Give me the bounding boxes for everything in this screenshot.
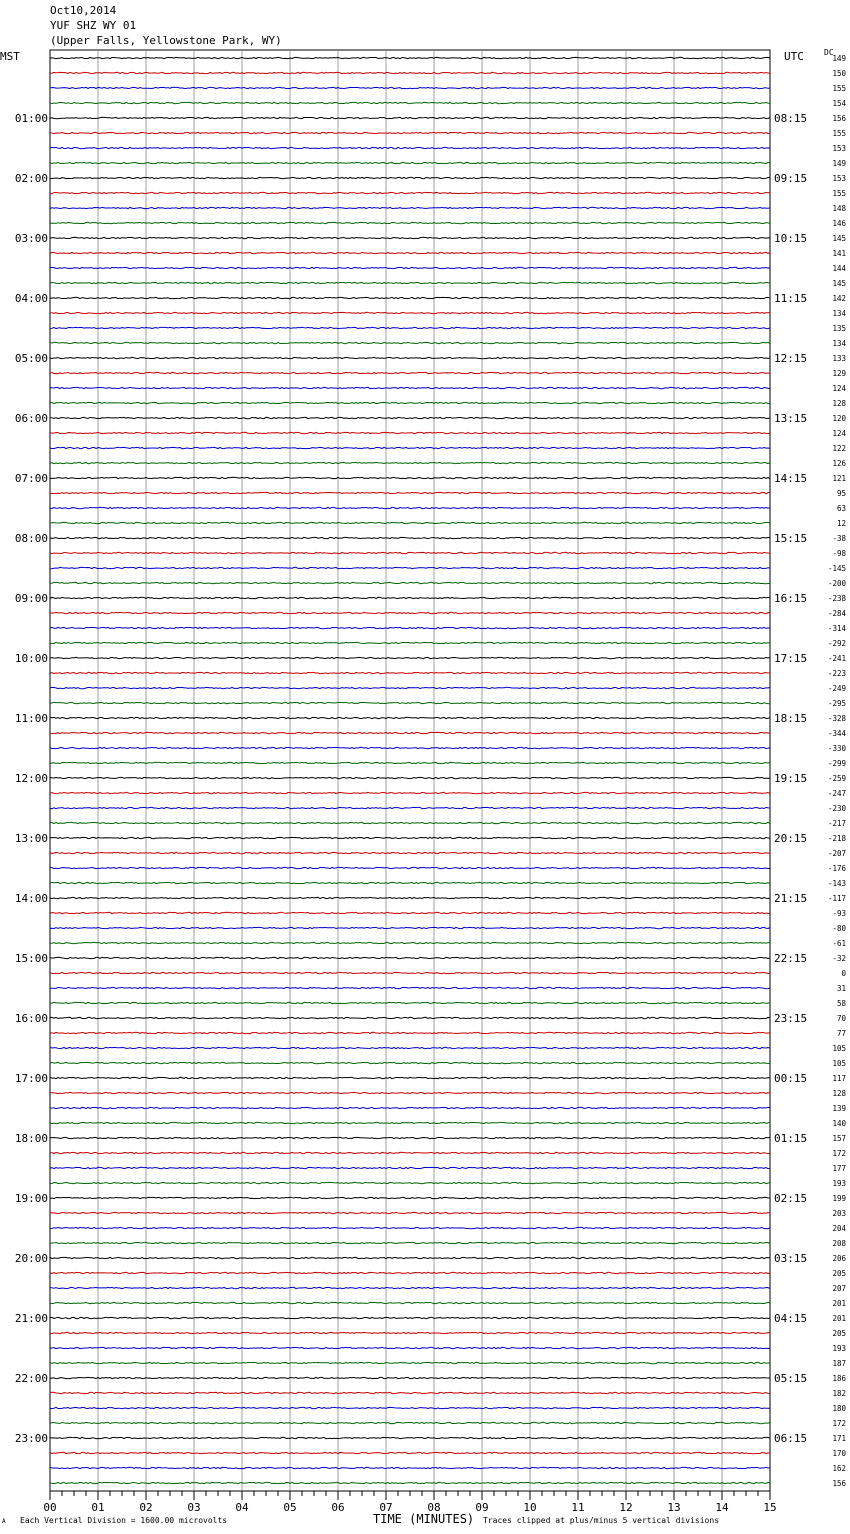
station-label: YUF SHZ WY 01	[50, 19, 137, 32]
mst-hour-label: 12:00	[14, 772, 48, 785]
mst-hour-label: 19:00	[14, 1192, 48, 1205]
corner-mark: A	[2, 1518, 6, 1525]
seismic-trace	[50, 612, 770, 613]
scale-note: Each Vertical Division = 1600.00 microvolts	[20, 1516, 228, 1525]
seismic-trace	[50, 732, 770, 733]
dc-offset-label: 124	[832, 384, 846, 393]
seismic-trace	[50, 372, 770, 373]
seismic-trace	[50, 267, 770, 268]
seismic-trace	[50, 582, 770, 583]
seismic-trace	[50, 867, 770, 868]
dc-offset-label: 120	[832, 414, 846, 423]
seismic-trace	[50, 1332, 770, 1333]
seismic-trace	[50, 162, 770, 163]
mst-hour-label: 16:00	[14, 1012, 48, 1025]
date-label: Oct10,2014	[50, 4, 117, 17]
x-tick-label: 10	[523, 1501, 537, 1514]
seismic-trace	[50, 1047, 770, 1048]
dc-offset-label: -230	[827, 804, 846, 813]
seismic-trace	[50, 852, 770, 853]
utc-hour-label: 17:15	[774, 652, 808, 665]
seismic-trace	[50, 747, 770, 748]
dc-offset-label: -32	[832, 954, 846, 963]
seismic-trace	[50, 717, 770, 718]
seismic-trace	[50, 1152, 770, 1153]
mst-hour-label: 07:00	[14, 472, 48, 485]
dc-offset-label: -330	[827, 744, 846, 753]
seismic-trace	[50, 1467, 770, 1468]
dc-offset-label: 154	[832, 99, 846, 108]
dc-offset-label: 187	[832, 1359, 846, 1368]
dc-offset-label: -247	[827, 789, 846, 798]
dc-offset-label: 155	[832, 84, 846, 93]
seismic-trace	[50, 1212, 770, 1213]
dc-offset-label: 142	[832, 294, 846, 303]
dc-offset-label: 63	[836, 504, 846, 513]
mst-hour-label: 18:00	[14, 1132, 48, 1145]
dc-offset-label: 182	[832, 1389, 846, 1398]
seismic-trace	[50, 1287, 770, 1288]
utc-hour-label: 13:15	[774, 412, 808, 425]
x-tick-label: 02	[139, 1501, 153, 1514]
dc-offset-label: -117	[827, 894, 846, 903]
dc-offset-label: 128	[832, 399, 846, 408]
dc-offset-label: 121	[832, 474, 846, 483]
seismic-trace	[50, 987, 770, 988]
seismic-trace	[50, 1362, 770, 1363]
dc-offset-label: 58	[836, 999, 846, 1008]
dc-offset-label: 157	[832, 1134, 846, 1143]
mst-hour-label: 10:00	[14, 652, 48, 665]
mst-hour-label: 15:00	[14, 952, 48, 965]
seismic-trace	[50, 342, 770, 343]
utc-hour-label: 23:15	[774, 1012, 808, 1025]
dc-offset-label: 180	[832, 1404, 846, 1413]
dc-offset-label: 177	[832, 1164, 846, 1173]
seismic-trace	[50, 522, 770, 523]
clip-note: Traces clipped at plus/minus 5 vertical divisions	[483, 1516, 720, 1525]
x-tick-label: 05	[283, 1501, 297, 1514]
right-timezone-label: UTC	[784, 50, 804, 63]
seismic-trace	[50, 177, 770, 178]
mst-hour-label: 13:00	[14, 832, 48, 845]
x-tick-label: 01	[91, 1501, 105, 1514]
dc-offset-label: 193	[832, 1344, 846, 1353]
x-tick-label: 14	[715, 1501, 729, 1514]
dc-offset-label: 205	[832, 1269, 846, 1278]
seismic-trace	[50, 1377, 770, 1378]
seismic-trace	[50, 537, 770, 538]
dc-offset-label: 149	[832, 54, 846, 63]
dc-offset-label: 12	[836, 519, 846, 528]
seismic-trace	[50, 1452, 770, 1453]
dc-offset-label: 171	[832, 1434, 846, 1443]
seismic-trace	[50, 447, 770, 448]
seismic-trace	[50, 1167, 770, 1168]
dc-offset-label: -143	[827, 879, 846, 888]
dc-offset-label: 144	[832, 264, 846, 273]
utc-hour-label: 09:15	[774, 172, 808, 185]
utc-hour-label: 00:15	[774, 1072, 808, 1085]
seismic-trace	[50, 1227, 770, 1228]
dc-offset-label: 135	[832, 324, 846, 333]
seismic-trace	[50, 642, 770, 643]
seismic-trace	[50, 402, 770, 403]
dc-offset-label: 140	[832, 1119, 846, 1128]
dc-offset-label: 105	[832, 1059, 846, 1068]
seismic-trace	[50, 762, 770, 763]
dc-offset-label: -176	[827, 864, 846, 873]
dc-offset-label: 141	[832, 249, 846, 258]
seismic-trace	[50, 507, 770, 508]
seismic-trace	[50, 1242, 770, 1243]
seismic-trace	[50, 297, 770, 298]
dc-offset-label: -238	[827, 594, 846, 603]
seismic-trace	[50, 837, 770, 838]
dc-offset-label: -218	[827, 834, 846, 843]
dc-offset-label: 117	[832, 1074, 846, 1083]
seismic-trace	[50, 1107, 770, 1108]
dc-offset-label: 129	[832, 369, 846, 378]
seismic-trace	[50, 1422, 770, 1423]
mst-hour-label: 09:00	[14, 592, 48, 605]
seismic-trace	[50, 222, 770, 223]
seismic-trace	[50, 687, 770, 688]
dc-offset-label: 204	[832, 1224, 846, 1233]
seismic-trace	[50, 777, 770, 778]
seismic-trace	[50, 1137, 770, 1138]
dc-offset-label: 153	[832, 144, 846, 153]
dc-label: DC	[824, 48, 834, 57]
mst-hour-label: 21:00	[14, 1312, 48, 1325]
dc-offset-label: 150	[832, 69, 846, 78]
seismic-trace	[50, 57, 770, 58]
dc-offset-label: 122	[832, 444, 846, 453]
dc-offset-label: 31	[836, 984, 846, 993]
seismic-trace	[50, 1392, 770, 1393]
x-tick-label: 12	[619, 1501, 633, 1514]
seismic-trace	[50, 1347, 770, 1348]
seismic-trace	[50, 1182, 770, 1183]
seismic-trace	[50, 1482, 770, 1483]
dc-offset-label: 207	[832, 1284, 846, 1293]
seismic-trace	[50, 387, 770, 388]
dc-offset-label: -344	[827, 729, 846, 738]
x-tick-label: 09	[475, 1501, 489, 1514]
utc-hour-label: 01:15	[774, 1132, 808, 1145]
seismic-trace	[50, 1077, 770, 1078]
utc-hour-label: 21:15	[774, 892, 808, 905]
location-label: (Upper Falls, Yellowstone Park, WY)	[50, 34, 282, 47]
dc-offset-label: 156	[832, 1479, 846, 1488]
mst-hour-label: 22:00	[14, 1372, 48, 1385]
seismic-trace	[50, 1317, 770, 1318]
dc-offset-label: 193	[832, 1179, 846, 1188]
seismic-trace	[50, 432, 770, 433]
dc-offset-label: 124	[832, 429, 846, 438]
dc-offset-label: -241	[827, 654, 846, 663]
x-tick-label: 15	[763, 1501, 777, 1514]
dc-offset-label: 186	[832, 1374, 846, 1383]
mst-hour-label: 03:00	[14, 232, 48, 245]
mst-hour-label: 06:00	[14, 412, 48, 425]
seismic-trace	[50, 282, 770, 283]
seismic-trace	[50, 207, 770, 208]
dc-offset-label: 139	[832, 1104, 846, 1113]
seismic-trace	[50, 237, 770, 238]
seismic-trace	[50, 657, 770, 658]
seismic-trace	[50, 312, 770, 313]
seismic-trace	[50, 117, 770, 118]
utc-hour-label: 18:15	[774, 712, 808, 725]
seismic-trace	[50, 1407, 770, 1408]
dc-offset-label: -223	[827, 669, 846, 678]
dc-offset-label: 206	[832, 1254, 846, 1263]
seismic-trace	[50, 597, 770, 598]
dc-offset-label: -200	[827, 579, 846, 588]
seismic-trace	[50, 1032, 770, 1033]
dc-offset-label: -259	[827, 774, 846, 783]
seismic-trace	[50, 792, 770, 793]
dc-offset-label: 133	[832, 354, 846, 363]
utc-hour-label: 04:15	[774, 1312, 808, 1325]
utc-hour-label: 10:15	[774, 232, 808, 245]
seismic-trace	[50, 1062, 770, 1063]
seismic-trace	[50, 1272, 770, 1273]
seismic-trace	[50, 807, 770, 808]
utc-hour-label: 08:15	[774, 112, 808, 125]
utc-hour-label: 12:15	[774, 352, 808, 365]
dc-offset-label: -207	[827, 849, 846, 858]
mst-hour-label: 01:00	[14, 112, 48, 125]
dc-offset-label: -292	[827, 639, 846, 648]
seismic-trace	[50, 252, 770, 253]
utc-hour-label: 14:15	[774, 472, 808, 485]
x-tick-label: 07	[379, 1501, 393, 1514]
dc-offset-label: -61	[832, 939, 846, 948]
dc-offset-label: -314	[827, 624, 846, 633]
dc-offset-label: 199	[832, 1194, 846, 1203]
seismic-trace	[50, 822, 770, 823]
dc-offset-label: -93	[832, 909, 846, 918]
dc-offset-label: 208	[832, 1239, 846, 1248]
dc-offset-label: 146	[832, 219, 846, 228]
plot-frame	[50, 50, 770, 1491]
seismic-trace	[50, 627, 770, 628]
dc-offset-label: -249	[827, 684, 846, 693]
dc-offset-label: 0	[841, 969, 846, 978]
dc-offset-label: -217	[827, 819, 846, 828]
utc-hour-label: 19:15	[774, 772, 808, 785]
dc-offset-label: 156	[832, 114, 846, 123]
dc-offset-label: 155	[832, 129, 846, 138]
seismic-trace	[50, 87, 770, 88]
utc-hour-label: 03:15	[774, 1252, 808, 1265]
utc-hour-label: 06:15	[774, 1432, 808, 1445]
dc-offset-label: 205	[832, 1329, 846, 1338]
dc-offset-label: 172	[832, 1149, 846, 1158]
seismic-trace	[50, 192, 770, 193]
seismic-trace	[50, 1257, 770, 1258]
mst-hour-label: 02:00	[14, 172, 48, 185]
seismic-trace	[50, 912, 770, 913]
dc-offset-label: 201	[832, 1299, 846, 1308]
seismic-trace	[50, 132, 770, 133]
seismic-trace	[50, 927, 770, 928]
seismic-trace	[50, 1017, 770, 1018]
x-tick-label: 04	[235, 1501, 249, 1514]
dc-offset-label: 162	[832, 1464, 846, 1473]
left-timezone-label: MST	[0, 50, 20, 63]
seismic-trace	[50, 957, 770, 958]
seismic-trace	[50, 567, 770, 568]
dc-offset-label: 148	[832, 204, 846, 213]
seismic-trace	[50, 1002, 770, 1003]
seismic-trace	[50, 357, 770, 358]
dc-offset-label: 77	[836, 1029, 846, 1038]
seismic-trace	[50, 477, 770, 478]
dc-offset-label: 201	[832, 1314, 846, 1323]
dc-offset-label: 170	[832, 1449, 846, 1458]
dc-offset-label: -80	[832, 924, 846, 933]
seismic-trace	[50, 702, 770, 703]
utc-hour-label: 16:15	[774, 592, 808, 605]
dc-offset-label: 128	[832, 1089, 846, 1098]
seismic-trace	[50, 1197, 770, 1198]
seismic-trace	[50, 417, 770, 418]
x-tick-label: 00	[43, 1501, 57, 1514]
utc-hour-label: 05:15	[774, 1372, 808, 1385]
dc-offset-label: -295	[827, 699, 846, 708]
seismic-trace	[50, 897, 770, 898]
dc-offset-label: 145	[832, 279, 846, 288]
dc-offset-label: -328	[827, 714, 846, 723]
seismic-trace	[50, 1302, 770, 1303]
seismic-trace	[50, 72, 770, 73]
mst-hour-label: 04:00	[14, 292, 48, 305]
seismic-trace	[50, 552, 770, 553]
utc-hour-label: 02:15	[774, 1192, 808, 1205]
dc-offset-label: 149	[832, 159, 846, 168]
seismic-trace	[50, 972, 770, 973]
x-tick-label: 03	[187, 1501, 201, 1514]
x-tick-label: 08	[427, 1501, 441, 1514]
dc-offset-label: 70	[836, 1014, 846, 1023]
dc-offset-label: 95	[836, 489, 846, 498]
utc-hour-label: 11:15	[774, 292, 808, 305]
seismic-trace	[50, 462, 770, 463]
seismic-trace	[50, 102, 770, 103]
seismic-trace	[50, 942, 770, 943]
seismic-trace	[50, 1122, 770, 1123]
dc-offset-label: -38	[832, 534, 846, 543]
utc-hour-label: 20:15	[774, 832, 808, 845]
utc-hour-label: 22:15	[774, 952, 808, 965]
utc-hour-label: 15:15	[774, 532, 808, 545]
seismic-trace	[50, 1437, 770, 1438]
seismic-trace	[50, 147, 770, 148]
x-axis-label: TIME (MINUTES)	[373, 1512, 475, 1526]
mst-hour-label: 20:00	[14, 1252, 48, 1265]
dc-offset-label: 105	[832, 1044, 846, 1053]
x-tick-label: 11	[571, 1501, 585, 1514]
mst-hour-label: 23:00	[14, 1432, 48, 1445]
seismic-trace	[50, 672, 770, 673]
seismic-trace	[50, 1092, 770, 1093]
dc-offset-label: -98	[832, 549, 846, 558]
dc-offset-label: 134	[832, 309, 846, 318]
mst-hour-label: 17:00	[14, 1072, 48, 1085]
dc-offset-label: 172	[832, 1419, 846, 1428]
seismic-trace	[50, 882, 770, 883]
dc-offset-label: -145	[827, 564, 846, 573]
x-tick-label: 13	[667, 1501, 681, 1514]
mst-hour-label: 08:00	[14, 532, 48, 545]
dc-offset-label: 203	[832, 1209, 846, 1218]
dc-offset-label: -284	[827, 609, 846, 618]
dc-offset-label: 155	[832, 189, 846, 198]
seismic-trace	[50, 492, 770, 493]
dc-offset-label: 145	[832, 234, 846, 243]
dc-offset-label: 134	[832, 339, 846, 348]
dc-offset-label: 153	[832, 174, 846, 183]
dc-offset-label: -299	[827, 759, 846, 768]
mst-hour-label: 05:00	[14, 352, 48, 365]
x-tick-label: 06	[331, 1501, 345, 1514]
mst-hour-label: 11:00	[14, 712, 48, 725]
mst-hour-label: 14:00	[14, 892, 48, 905]
seismic-trace	[50, 327, 770, 328]
dc-offset-label: 126	[832, 459, 846, 468]
